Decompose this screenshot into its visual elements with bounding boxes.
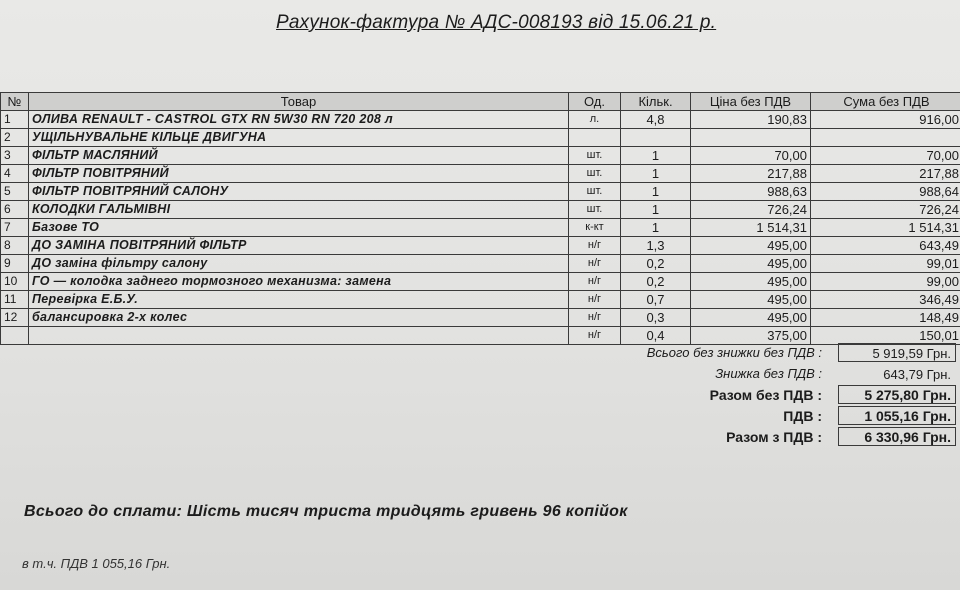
row-sum: 1 514,31	[811, 219, 960, 237]
row-unit: шт.	[569, 147, 621, 165]
row-number: 10	[1, 273, 29, 291]
row-product: УЩІЛЬНУВАЛЬНЕ КІЛЬЦЕ ДВИГУНА	[29, 129, 569, 147]
row-unit: н/г	[569, 237, 621, 255]
row-price: 726,24	[691, 201, 811, 219]
items-table	[0, 92, 960, 345]
row-price: 190,83	[691, 111, 811, 129]
row-product: Перевірка Е.Б.У.	[29, 291, 569, 309]
subtotal-row	[560, 385, 960, 406]
row-qty: 0,2	[621, 273, 691, 291]
row-qty: 0,7	[621, 291, 691, 309]
subtotal-value: 5 275,80 Грн.	[838, 385, 956, 404]
row-product: ФІЛЬТР ПОВІТРЯНИЙ	[29, 165, 569, 183]
row-product: ОЛИВА RENAULT - CASTROL GTX RN 5W30 RN 720 208 л	[29, 111, 569, 129]
table-row	[1, 111, 960, 129]
row-sum: 346,49	[811, 291, 960, 309]
table-row	[1, 129, 960, 147]
row-qty: 0,3	[621, 309, 691, 327]
total-without-discount-label: Всього без знижки без ПДВ :	[646, 345, 822, 360]
row-product: ФІЛЬТР ПОВІТРЯНИЙ САЛОНУ	[29, 183, 569, 201]
row-number: 7	[1, 219, 29, 237]
row-sum: 150,01	[811, 327, 960, 345]
table-header-row	[1, 93, 960, 111]
row-price: 495,00	[691, 255, 811, 273]
subtotal-label: Разом без ПДВ :	[709, 387, 822, 403]
row-price: 495,00	[691, 309, 811, 327]
row-qty: 1	[621, 147, 691, 165]
row-price: 1 514,31	[691, 219, 811, 237]
row-price: 495,00	[691, 273, 811, 291]
row-sum: 148,49	[811, 309, 960, 327]
row-sum: 643,49	[811, 237, 960, 255]
row-unit: л.	[569, 111, 621, 129]
table-row	[1, 273, 960, 291]
vat-label: ПДВ :	[783, 408, 822, 424]
row-qty	[621, 129, 691, 147]
row-number: 5	[1, 183, 29, 201]
row-sum: 99,01	[811, 255, 960, 273]
row-unit: шт.	[569, 165, 621, 183]
col-header-sum: Сума без ПДВ	[811, 93, 960, 111]
invoice-title: Рахунок-фактура № АДС-008193 від 15.06.21 р.	[276, 12, 717, 33]
table-row	[1, 219, 960, 237]
vat-value: 1 055,16 Грн.	[838, 406, 956, 425]
row-number: 11	[1, 291, 29, 309]
row-number: 9	[1, 255, 29, 273]
table-row	[1, 291, 960, 309]
row-price: 217,88	[691, 165, 811, 183]
col-header-qty: Кільк.	[621, 93, 691, 111]
row-price: 375,00	[691, 327, 811, 345]
row-unit: н/г	[569, 291, 621, 309]
table-row	[1, 327, 960, 345]
table-row	[1, 237, 960, 255]
table-row	[1, 201, 960, 219]
col-header-number: №	[1, 93, 29, 111]
row-qty: 1	[621, 183, 691, 201]
row-qty: 1,3	[621, 237, 691, 255]
col-header-price: Ціна без ПДВ	[691, 93, 811, 111]
vat-row	[560, 406, 960, 427]
row-qty: 0,4	[621, 327, 691, 345]
row-qty: 4,8	[621, 111, 691, 129]
row-number: 2	[1, 129, 29, 147]
col-header-unit: Од.	[569, 93, 621, 111]
row-sum: 916,00	[811, 111, 960, 129]
row-product: Базове ТО	[29, 219, 569, 237]
row-price: 495,00	[691, 291, 811, 309]
grand-total-label: Разом з ПДВ :	[726, 429, 822, 445]
total-without-discount-row	[560, 343, 960, 364]
row-qty: 1	[621, 219, 691, 237]
vat-note: в т.ч. ПДВ 1 055,16 Грн.	[22, 556, 171, 571]
row-unit	[569, 129, 621, 147]
row-product: ДО заміна фільтру салону	[29, 255, 569, 273]
row-sum: 726,24	[811, 201, 960, 219]
row-qty: 1	[621, 201, 691, 219]
row-number: 12	[1, 309, 29, 327]
row-qty: 0,2	[621, 255, 691, 273]
row-product: ДО ЗАМІНА ПОВІТРЯНИЙ ФІЛЬТР	[29, 237, 569, 255]
row-price: 495,00	[691, 237, 811, 255]
row-number: 1	[1, 111, 29, 129]
discount-label: Знижка без ПДВ :	[715, 366, 822, 381]
row-sum	[811, 129, 960, 147]
row-number	[1, 327, 29, 345]
row-product: ФІЛЬТР МАСЛЯНИЙ	[29, 147, 569, 165]
amount-in-words: Всього до сплати: Шість тисяч триста тридцять гривень 96 копійок	[24, 503, 628, 520]
row-product: ГО — колодка заднего тормозного механизма: замена	[29, 273, 569, 291]
row-number: 8	[1, 237, 29, 255]
row-price	[691, 129, 811, 147]
row-unit: шт.	[569, 201, 621, 219]
discount-row	[560, 364, 960, 385]
row-number: 3	[1, 147, 29, 165]
row-number: 6	[1, 201, 29, 219]
table-row	[1, 183, 960, 201]
grand-total-row	[560, 427, 960, 448]
row-sum: 217,88	[811, 165, 960, 183]
row-unit: н/г	[569, 273, 621, 291]
table-row	[1, 309, 960, 327]
totals-block	[560, 343, 960, 448]
row-unit: н/г	[569, 327, 621, 345]
row-sum: 988,64	[811, 183, 960, 201]
table-row	[1, 165, 960, 183]
row-number: 4	[1, 165, 29, 183]
row-product: КОЛОДКИ ГАЛЬМІВНІ	[29, 201, 569, 219]
row-unit: шт.	[569, 183, 621, 201]
row-unit: к-кт	[569, 219, 621, 237]
row-qty: 1	[621, 165, 691, 183]
row-price: 988,63	[691, 183, 811, 201]
row-unit: н/г	[569, 255, 621, 273]
discount-value: 643,79 Грн.	[883, 367, 951, 382]
table-row	[1, 255, 960, 273]
row-sum: 70,00	[811, 147, 960, 165]
row-price: 70,00	[691, 147, 811, 165]
row-product	[29, 327, 569, 345]
row-product: балансировка 2-х колес	[29, 309, 569, 327]
row-unit: н/г	[569, 309, 621, 327]
total-without-discount-value: 5 919,59 Грн.	[838, 343, 956, 362]
table-row	[1, 147, 960, 165]
row-sum: 99,00	[811, 273, 960, 291]
col-header-product: Товар	[29, 93, 569, 111]
grand-total-value: 6 330,96 Грн.	[838, 427, 956, 446]
